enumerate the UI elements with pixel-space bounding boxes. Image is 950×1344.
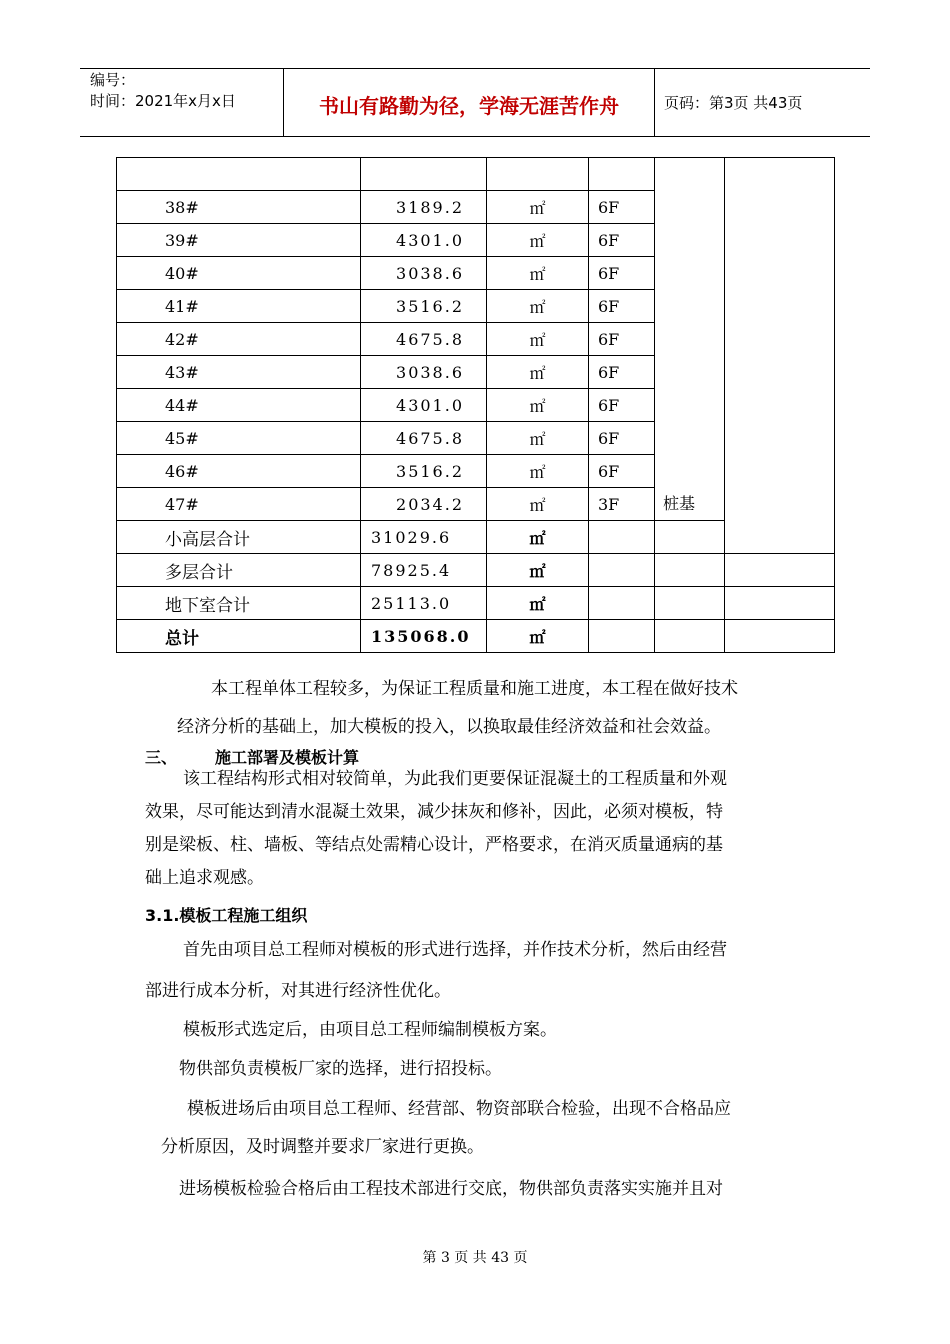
subtotal-unit: ㎡ xyxy=(487,587,589,620)
section-number: 三、 xyxy=(145,748,178,767)
building-cell: 38# xyxy=(117,191,361,224)
area-cell xyxy=(361,158,487,191)
floors-cell: 6F xyxy=(589,389,655,422)
unit-cell: ㎡ xyxy=(487,323,589,356)
unit-cell: ㎡ xyxy=(487,290,589,323)
area-cell: 4301.0 xyxy=(361,389,487,422)
building-cell xyxy=(117,158,361,191)
subtotal-label: 小高层合计 xyxy=(117,521,361,554)
unit-cell: ㎡ xyxy=(487,191,589,224)
building-cell: 46# xyxy=(117,455,361,488)
unit-cell: ㎡ xyxy=(487,224,589,257)
floors-cell: 6F xyxy=(589,422,655,455)
paragraph-structure-line2: 效果，尽可能达到清水混凝土效果，减少抹灰和修补，因此，必须对模板，特 xyxy=(145,802,723,822)
foundation-cell: 桩基 xyxy=(655,158,725,521)
empty-cell xyxy=(589,521,655,554)
building-cell: 43# xyxy=(117,356,361,389)
unit-cell xyxy=(487,158,589,191)
area-cell: 3516.2 xyxy=(361,455,487,488)
floors-cell: 6F xyxy=(589,455,655,488)
subtotal-row xyxy=(117,554,835,587)
header-divider-right xyxy=(654,68,655,136)
empty-cell xyxy=(589,620,655,653)
total-unit: ㎡ xyxy=(487,620,589,653)
floors-cell: 6F xyxy=(589,191,655,224)
unit-cell: ㎡ xyxy=(487,422,589,455)
building-cell: 45# xyxy=(117,422,361,455)
header-bottom-rule xyxy=(80,136,870,137)
paragraph-supplier: 物供部负责模板厂家的选择，进行招投标。 xyxy=(179,1059,502,1079)
subtotal-area: 31029.6 xyxy=(361,521,487,554)
empty-cell xyxy=(655,620,725,653)
unit-cell: ㎡ xyxy=(487,356,589,389)
building-cell: 41# xyxy=(117,290,361,323)
empty-cell xyxy=(725,587,835,620)
date-label: 时间：2021年x月x日 xyxy=(90,92,236,110)
floors-cell: 6F xyxy=(589,356,655,389)
subtotal-label: 多层合计 xyxy=(117,554,361,587)
header-page-info: 页码：第3页 共43页 xyxy=(664,94,803,112)
unit-cell: ㎡ xyxy=(487,455,589,488)
paragraph-structure-line4: 础上追求观感。 xyxy=(145,868,264,888)
paragraph-inspection-line1: 模板进场后由项目总工程师、经营部、物资部联合检验，出现不合格品应 xyxy=(187,1099,731,1119)
section-title: 施工部署及模板计算 xyxy=(215,748,360,767)
building-cell: 42# xyxy=(117,323,361,356)
subtotal-unit: ㎡ xyxy=(487,521,589,554)
total-area: 135068.0 xyxy=(361,620,487,653)
empty-cell xyxy=(589,587,655,620)
empty-cell xyxy=(725,554,835,587)
total-row xyxy=(117,620,835,653)
subtotal-row xyxy=(117,587,835,620)
header-meta xyxy=(90,70,236,112)
paragraph-structure-line1: 该工程结构形式相对较简单，为此我们更要保证混凝土的工程质量和外观 xyxy=(183,769,727,789)
page-footer: 第 3 页 共 43 页 xyxy=(422,1250,528,1266)
floors-cell: 6F xyxy=(589,224,655,257)
area-cell: 3189.2 xyxy=(361,191,487,224)
floors-cell: 6F xyxy=(589,323,655,356)
building-cell: 40# xyxy=(117,257,361,290)
area-cell: 4675.8 xyxy=(361,323,487,356)
paragraph-selection-line2: 部进行成本分析，对其进行经济性优化。 xyxy=(145,981,451,1001)
table-row xyxy=(117,158,835,191)
remarks-cell xyxy=(725,158,835,554)
unit-cell: ㎡ xyxy=(487,488,589,521)
paragraph-briefing: 进场模板检验合格后由工程技术部进行交底，物供部负责落实实施并且对 xyxy=(179,1179,723,1199)
paragraph-structure-line3: 别是梁板、柱、墙板、等结点处需精心设计，严格要求，在消灭质量通病的基 xyxy=(145,835,723,855)
paragraph-intro-line2: 经济分析的基础上，加大模板的投入，以换取最佳经济效益和社会效益。 xyxy=(177,717,721,737)
floors-cell: 6F xyxy=(589,290,655,323)
paragraph-intro-line1: 本工程单体工程较多，为保证工程质量和施工进度，本工程在做好技术 xyxy=(211,679,738,699)
paragraph-selection-line1: 首先由项目总工程师对模板的形式进行选择，并作技术分析，然后由经营 xyxy=(183,940,727,960)
floors-cell: 3F xyxy=(589,488,655,521)
unit-cell: ㎡ xyxy=(487,389,589,422)
floors-cell xyxy=(589,158,655,191)
area-table xyxy=(116,157,835,653)
area-cell: 4301.0 xyxy=(361,224,487,257)
empty-cell xyxy=(589,554,655,587)
empty-cell xyxy=(655,554,725,587)
area-cell: 2034.2 xyxy=(361,488,487,521)
building-cell: 47# xyxy=(117,488,361,521)
area-table-wrapper xyxy=(116,157,835,653)
empty-cell xyxy=(725,620,835,653)
area-cell: 3038.6 xyxy=(361,257,487,290)
paragraph-scheme: 模板形式选定后，由项目总工程师编制模板方案。 xyxy=(183,1020,557,1040)
area-cell: 3516.2 xyxy=(361,290,487,323)
serial-label: 编号： xyxy=(90,71,136,89)
subtotal-unit: ㎡ xyxy=(487,554,589,587)
building-cell: 39# xyxy=(117,224,361,257)
area-cell: 3038.6 xyxy=(361,356,487,389)
subtotal-area: 78925.4 xyxy=(361,554,487,587)
empty-cell xyxy=(655,521,725,554)
area-cell: 4675.8 xyxy=(361,422,487,455)
total-label: 总计 xyxy=(117,620,361,653)
unit-cell: ㎡ xyxy=(487,257,589,290)
header-top-rule xyxy=(80,68,870,69)
building-cell: 44# xyxy=(117,389,361,422)
header-motto: 书山有路勤为径，学海无涯苦作舟 xyxy=(319,94,619,118)
paragraph-inspection-line2: 分析原因，及时调整并要求厂家进行更换。 xyxy=(161,1137,484,1157)
empty-cell xyxy=(655,587,725,620)
floors-cell: 6F xyxy=(589,257,655,290)
subtotal-area: 25113.0 xyxy=(361,587,487,620)
subtotal-label: 地下室合计 xyxy=(117,587,361,620)
subsection-heading: 3.1.模板工程施工组织 xyxy=(145,906,308,925)
